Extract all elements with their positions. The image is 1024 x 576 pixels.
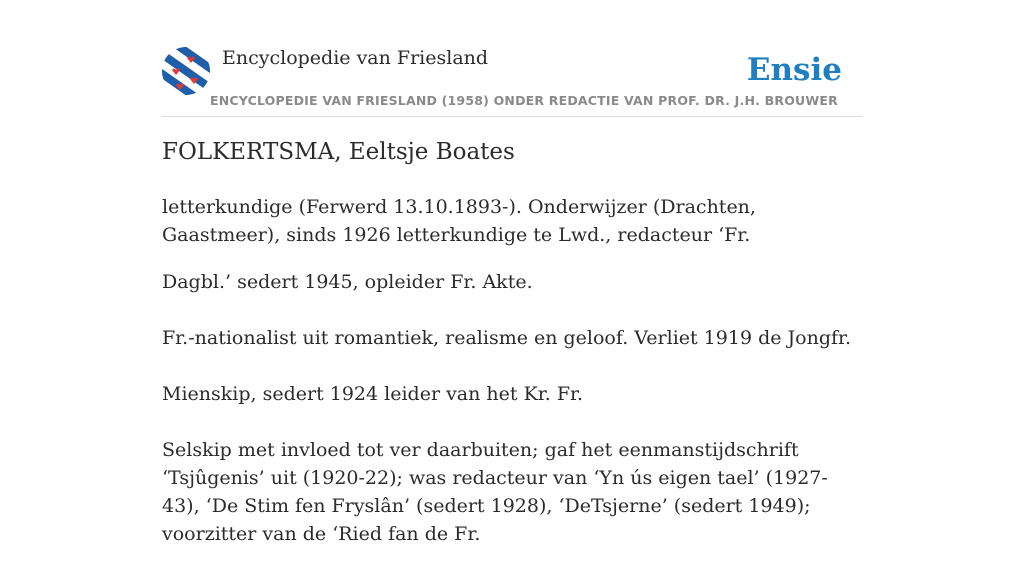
- entry-paragraph-2: Dagbl.’ sedert 1945, opleider Fr. Akte.: [162, 271, 533, 293]
- entry-title: FOLKERTSMA, Eeltsje Boates: [162, 139, 515, 165]
- ensie-logo-link[interactable]: Ensie: [746, 52, 842, 88]
- encyclopedia-subtitle: ENCYCLOPEDIE VAN FRIESLAND (1958) ONDER REDACTIE VAN PROF. DR. J.H. BROUWER: [210, 93, 838, 108]
- site-title-link[interactable]: Encyclopedie van Friesland: [222, 47, 489, 69]
- frisian-flag-icon[interactable]: [162, 47, 210, 95]
- entry-paragraph-1: letterkundige (Ferwerd 13.10.1893-). Onderwijzer (Drachten, Gaastmeer), sinds 1926 letterkundige te Lwd., redacteur ‘Fr.: [162, 196, 756, 246]
- entry-paragraph-5: Selskip met invloed tot ver daarbuiten; gaf het eenmanstijdschrift ‘Tsjûgenis’ uit (1920-22); was redacteur van ‘Yn ús eigen tael’ (1927-43), ‘De Stim fen Fryslân’ (sedert 1928), ‘DeTsjerne’ (sedert 1949); voorzitter van de ‘Ried fan de Fr.: [162, 439, 828, 545]
- site-header: [162, 44, 862, 117]
- entry-content: [162, 193, 862, 576]
- entry-paragraph-4: Mienskip, sedert 1924 leider van het Kr. Fr.: [162, 383, 584, 405]
- entry-paragraph-3: Fr.-nationalist uit romantiek, realisme en geloof. Verliet 1919 de Jongfr.: [162, 327, 852, 349]
